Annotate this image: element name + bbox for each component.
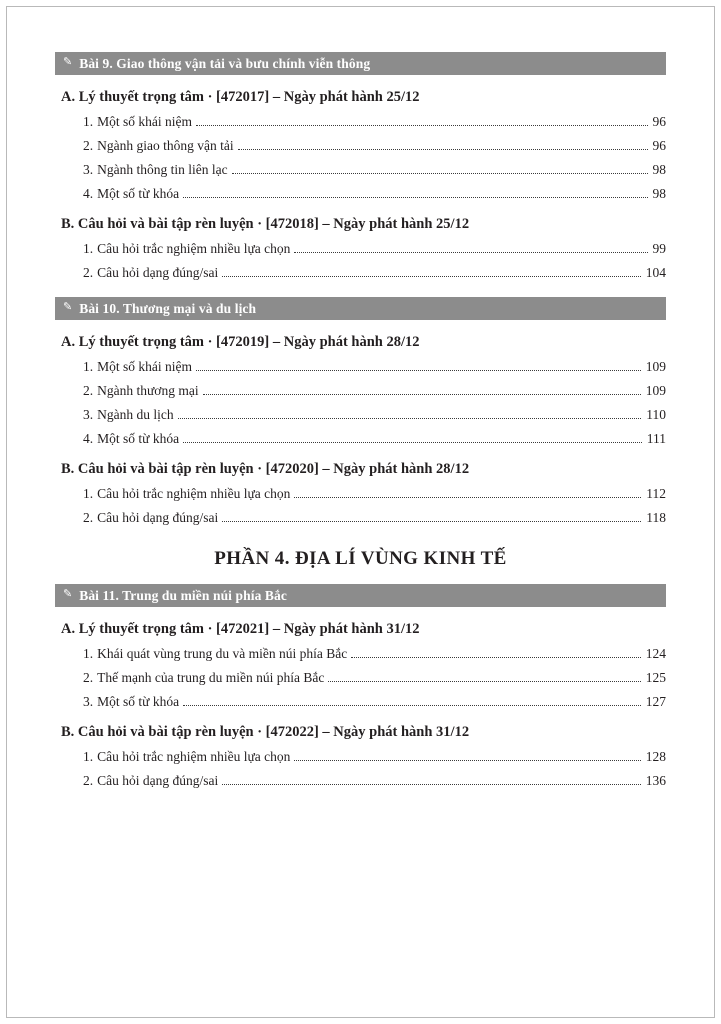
list-item[interactable] [55, 138, 666, 154]
leader-dots [222, 784, 641, 785]
entry-page: 124 [645, 646, 666, 661]
list-item[interactable] [55, 694, 666, 710]
subsection-heading: B. Câu hỏi và bài tập rèn luyện · [472022] – Ngày phát hành 31/12 [61, 724, 470, 740]
pen-icon: ✎ [63, 301, 73, 313]
entry-page: 96 [652, 138, 666, 153]
list-item[interactable] [55, 510, 666, 526]
entry-number: 2. [83, 383, 94, 398]
leader-dots [178, 418, 642, 419]
leader-dots [294, 497, 641, 498]
entry-number: 3. [83, 407, 94, 422]
section-title: Bài 9. Giao thông vận tải và bưu chính viễn thông [79, 55, 371, 71]
list-item[interactable] [55, 114, 666, 130]
leader-dots [238, 149, 648, 150]
entry-title: Một số từ khóa [97, 186, 180, 201]
entry-number: 1. [83, 749, 94, 764]
subsection-heading: A. Lý thuyết trọng tâm · [472017] – Ngày phát hành 25/12 [61, 89, 420, 105]
leader-dots [183, 442, 642, 443]
leader-dots [203, 394, 641, 395]
section-title: Bài 10. Thương mại và du lịch [79, 300, 257, 316]
entry-number: 2. [83, 510, 94, 525]
entry-number: 4. [83, 431, 94, 446]
entry-number: 4. [83, 186, 94, 201]
entry-title: Câu hỏi trắc nghiệm nhiều lựa chọn [97, 749, 291, 764]
subsection-heading: A. Lý thuyết trọng tâm · [472021] – Ngày phát hành 31/12 [61, 621, 420, 637]
section-header-bar [55, 297, 666, 320]
list-item[interactable] [55, 265, 666, 281]
entry-title: Câu hỏi dạng đúng/sai [97, 773, 219, 788]
entry-title: Một số khái niệm [97, 114, 192, 129]
leader-dots [222, 276, 641, 277]
list-item[interactable] [55, 773, 666, 789]
list-item[interactable] [55, 646, 666, 662]
entry-page: 118 [646, 510, 666, 525]
entry-number: 3. [83, 162, 94, 177]
part-title: PHẦN 4. ĐỊA LÍ VÙNG KINH TẾ [214, 548, 507, 569]
pen-icon: ✎ [63, 56, 73, 68]
list-item[interactable] [55, 670, 666, 686]
entry-page: 125 [645, 670, 666, 685]
section-title: Bài 11. Trung du miền núi phía Bắc [79, 587, 287, 603]
entry-page: 109 [645, 383, 666, 398]
leader-dots [294, 252, 647, 253]
subsection-heading: A. Lý thuyết trọng tâm · [472019] – Ngày phát hành 28/12 [61, 334, 420, 350]
leader-dots [351, 657, 641, 658]
list-item[interactable] [55, 749, 666, 765]
leader-dots [328, 681, 640, 682]
subsection-heading: B. Câu hỏi và bài tập rèn luyện · [472018] – Ngày phát hành 25/12 [61, 216, 470, 232]
leader-dots [196, 370, 641, 371]
toc-content [55, 52, 666, 789]
entry-number: 1. [83, 114, 94, 129]
entry-page: 136 [645, 773, 666, 788]
section-header-bar [55, 584, 666, 607]
entry-title: Thế mạnh của trung du miền núi phía Bắc [97, 670, 325, 685]
entry-number: 2. [83, 265, 94, 280]
leader-dots [294, 760, 640, 761]
entry-page: 104 [645, 265, 666, 280]
leader-dots [232, 173, 648, 174]
entry-title: Ngành thương mại [97, 383, 199, 398]
list-item[interactable] [55, 186, 666, 202]
entry-page: 110 [646, 407, 666, 422]
entry-title: Ngành giao thông vận tải [97, 138, 234, 153]
entry-page: 112 [646, 486, 666, 501]
entry-title: Ngành thông tin liên lạc [97, 162, 228, 177]
section-bai-9 [55, 52, 666, 281]
entry-title: Câu hỏi dạng đúng/sai [97, 510, 219, 525]
section-bai-11 [55, 584, 666, 789]
list-item[interactable] [55, 241, 666, 257]
list-item[interactable] [55, 359, 666, 375]
entry-page: 128 [645, 749, 666, 764]
entry-number: 3. [83, 694, 94, 709]
entry-title: Một số khái niệm [97, 359, 192, 374]
list-item[interactable] [55, 162, 666, 178]
leader-dots [183, 197, 647, 198]
section-header-bar [55, 52, 666, 75]
section-bai-10 [55, 297, 666, 526]
leader-dots [222, 521, 641, 522]
entry-number: 1. [83, 241, 94, 256]
entry-title: Một số từ khóa [97, 694, 180, 709]
entry-page: 98 [652, 162, 666, 177]
entry-page: 96 [652, 114, 666, 129]
entry-number: 2. [83, 138, 94, 153]
entry-title: Câu hỏi dạng đúng/sai [97, 265, 219, 280]
entry-title: Câu hỏi trắc nghiệm nhiều lựa chọn [97, 241, 291, 256]
entry-number: 1. [83, 486, 94, 501]
pen-icon: ✎ [63, 588, 73, 600]
entry-title: Một số từ khóa [97, 431, 180, 446]
subsection-heading: B. Câu hỏi và bài tập rèn luyện · [472020] – Ngày phát hành 28/12 [61, 461, 470, 477]
entry-page: 127 [645, 694, 666, 709]
list-item[interactable] [55, 486, 666, 502]
list-item[interactable] [55, 383, 666, 399]
entry-number: 1. [83, 646, 94, 661]
entry-page: 98 [652, 186, 666, 201]
entry-page: 109 [645, 359, 666, 374]
entry-number: 1. [83, 359, 94, 374]
entry-title: Câu hỏi trắc nghiệm nhiều lựa chọn [97, 486, 291, 501]
entry-number: 2. [83, 670, 94, 685]
entry-page: 111 [646, 431, 666, 446]
entry-title: Ngành du lịch [97, 407, 174, 422]
entry-number: 2. [83, 773, 94, 788]
leader-dots [183, 705, 641, 706]
list-item[interactable] [55, 407, 666, 423]
list-item[interactable] [55, 431, 666, 447]
entry-title: Khái quát vùng trung du và miền núi phía Bắc [97, 646, 348, 661]
leader-dots [196, 125, 648, 126]
entry-page: 99 [652, 241, 666, 256]
